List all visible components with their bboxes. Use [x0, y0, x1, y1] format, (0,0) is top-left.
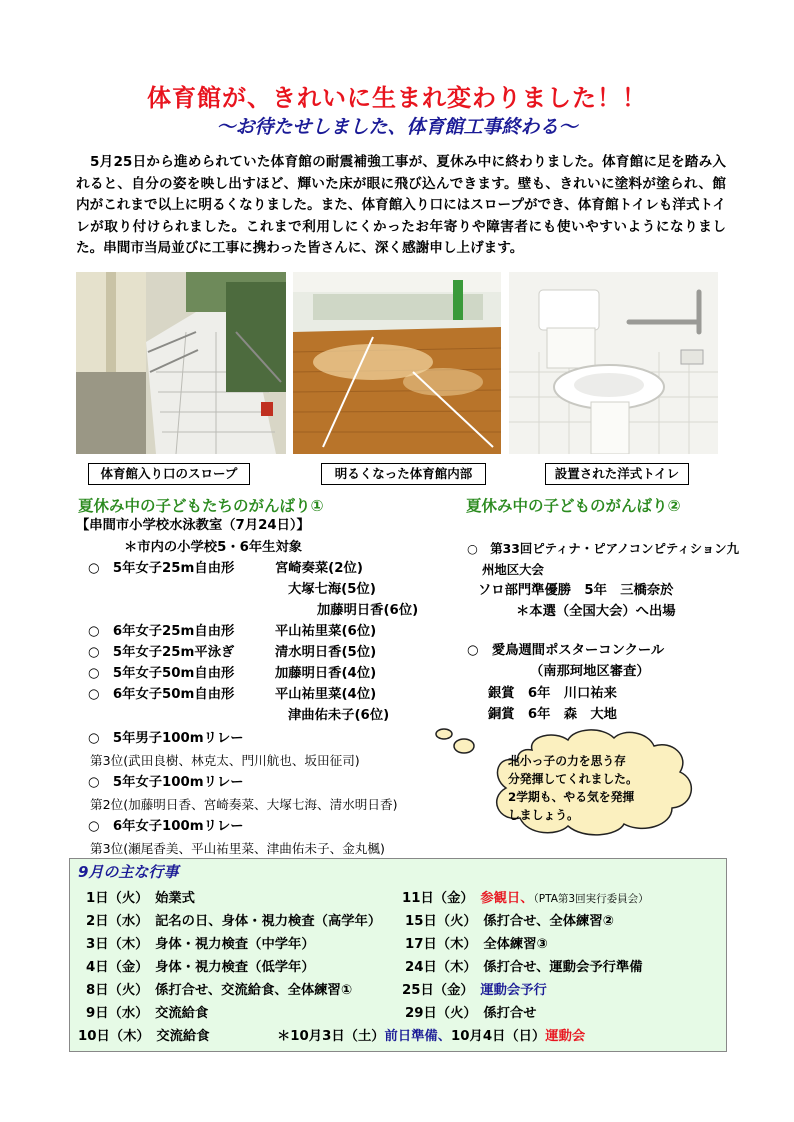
event-text: 記名の日、身体・視力検査（高学年） — [155, 914, 382, 929]
relay-detail: 第2位(加藤明日香、宮崎奏菜、大塚七海、清水明日香) — [90, 797, 398, 812]
event-text: 係打合せ、全体練習② — [483, 914, 614, 929]
poster-line: 銅賞 6年 森 大地 — [488, 707, 617, 722]
swim-result-name: 加藤明日香(4位) — [275, 666, 377, 681]
swim-result-category: ○ 5年女子25m平泳ぎ — [88, 645, 235, 660]
event-item — [405, 933, 548, 952]
swim-event-title: 【串間市小学校水泳教室（7月24日）】 — [76, 518, 310, 533]
page-title: 体育館が、きれいに生まれ変わりました！！ — [147, 84, 647, 112]
event-date: 15日（火） — [405, 914, 471, 929]
footnote-text: 運動会 — [545, 1029, 586, 1044]
intro-text: 5月25日から進められていた体育館の耐震補強工事が、夏休み中に終わりました。体育館に足を踏み入れると、自分の姿を映し出すほど、輝いた床が眼に飛び込んできます。壁も、きれいに塗料が塗られ、館内がこれまで以上に明るくなりました。また、体育館入り口にはスロープができ、体育館トイレも洋式トイレが取り付けられました。これまで利用しにくかったお年寄りや障害者にも使いやすいようになりました。串間市当局並びに工事に携わった皆さんに、深く感謝申し上げます。 — [76, 154, 726, 256]
cloud-message — [508, 752, 658, 824]
event-date: 24日（木） — [405, 960, 471, 975]
swim-result-name: 清水明日香(5位) — [275, 645, 377, 660]
event-date: 25日（金） — [402, 983, 468, 998]
swim-result-name: 加藤明日香(6位) — [317, 603, 419, 618]
footnote-date: 10月4日（日） — [451, 1029, 546, 1044]
event-text: 身体・視力検査（低学年） — [155, 960, 315, 975]
cloud-line: 北小っ子の力を思う存 — [508, 754, 626, 768]
caption-gym-interior: 明るくなった体育館内部 — [321, 463, 486, 485]
cloud-line: しましょう。 — [508, 808, 579, 822]
event-item — [405, 910, 614, 929]
event-item — [402, 979, 547, 998]
caption-slope: 体育館入り口のスロープ — [88, 463, 250, 485]
swim-note: ＊市内の小学校5・6年生対象 — [124, 540, 303, 555]
piano-line: ○ 第33回ピティナ・ピアノコンピティション九 — [467, 541, 740, 556]
relay-detail: 第3位(武田良樹、林克太、門川航也、坂田征司) — [90, 753, 360, 768]
event-date: 3日（木） — [86, 937, 142, 952]
swim-result-category: ○ 6年女子25m自由形 — [88, 624, 235, 639]
poster-line: 銀賞 6年 川口祐来 — [488, 686, 617, 701]
swim-result-name: 津曲佑未子(6位) — [288, 708, 390, 723]
event-text: 係打合せ、運動会予行準備 — [483, 960, 643, 975]
event-text: 交流給食 — [156, 1029, 210, 1044]
relay-title: ○ 5年男子100mリレー — [88, 731, 244, 746]
piano-line: ソロ部門準優勝 5年 三橋奈於 — [478, 583, 674, 598]
event-item — [405, 1002, 537, 1021]
caption-toilet: 設置された洋式トイレ — [545, 463, 689, 485]
relay-title: ○ 5年女子100mリレー — [88, 775, 244, 790]
event-text: 身体・視力検査（中学年） — [155, 937, 315, 952]
swim-result-name: 平山祐里菜(4位) — [275, 687, 377, 702]
cloud-line: 2学期も、やる気を発揮 — [508, 790, 635, 804]
event-item — [86, 979, 352, 998]
poster-line: ○ 愛鳥週間ポスターコンクール — [467, 643, 665, 658]
event-date: 29日（火） — [405, 1006, 471, 1021]
event-item — [86, 956, 315, 975]
intro-paragraph — [76, 152, 726, 260]
event-item — [78, 1025, 210, 1044]
event-date: 4日（金） — [86, 960, 142, 975]
event-date: 17日（木） — [405, 937, 471, 952]
photo-gym-interior — [293, 272, 501, 454]
swim-result-category: ○ 6年女子50m自由形 — [88, 687, 235, 702]
footnote-text: 前日準備、 — [384, 1029, 452, 1044]
swim-result-category: ○ 5年女子50m自由形 — [88, 666, 235, 681]
event-item — [402, 887, 649, 906]
event-text: 全体練習③ — [483, 937, 548, 952]
relay-detail: 第3位(瀬尾香美、平山祐里菜、津曲佑未子、金丸楓) — [90, 841, 385, 856]
event-text: 運動会予行 — [480, 983, 547, 998]
event-text: 係打合せ、交流給食、全体練習① — [155, 983, 353, 998]
piano-line: ＊本選（全国大会）へ出場 — [516, 604, 676, 619]
event-item — [86, 933, 315, 952]
cloud-line: 分発揮してくれました。 — [508, 772, 638, 786]
event-text: 交流給食 — [155, 1006, 209, 1021]
event-item — [405, 956, 643, 975]
section-heading-1: 夏休み中の子どもたちのがんばり① — [78, 497, 324, 515]
event-date: 1日（火） — [86, 891, 142, 906]
swim-result-name: 平山祐里菜(6位) — [275, 624, 377, 639]
event-item — [86, 887, 195, 906]
piano-line: 州地区大会 — [482, 562, 544, 577]
event-text: 参観日、 — [480, 891, 534, 906]
event-date: 9日（水） — [86, 1006, 142, 1021]
photo-slope — [76, 272, 286, 454]
swim-result-name: 大塚七海(5位) — [288, 582, 376, 597]
event-item — [86, 1002, 208, 1021]
page-subtitle: ～お待たせしました、体育館工事終わる～ — [216, 116, 578, 138]
event-date: 10日（木） — [78, 1029, 144, 1044]
event-footnote — [277, 1025, 585, 1044]
relay-title: ○ 6年女子100mリレー — [88, 819, 244, 834]
photo-toilet — [509, 272, 718, 454]
swim-result-name: 宮崎奏菜(2位) — [275, 561, 363, 576]
event-date: 2日（水） — [86, 914, 142, 929]
swim-result-category: ○ 5年女子25m自由形 — [88, 561, 235, 576]
event-text: 始業式 — [155, 891, 195, 906]
event-date: 11日（金） — [402, 891, 468, 906]
event-item — [86, 910, 381, 929]
event-date: 8日（火） — [86, 983, 142, 998]
footnote-date: ＊10月3日（土） — [277, 1029, 385, 1044]
event-note: （PTA第3回実行委員会） — [533, 893, 649, 905]
poster-line: （南那珂地区審査） — [530, 664, 650, 679]
section-heading-2: 夏休み中の子どものがんばり② — [466, 497, 681, 515]
events-title: 9月の主な行事 — [78, 863, 179, 881]
event-text: 係打合せ — [483, 1006, 537, 1021]
